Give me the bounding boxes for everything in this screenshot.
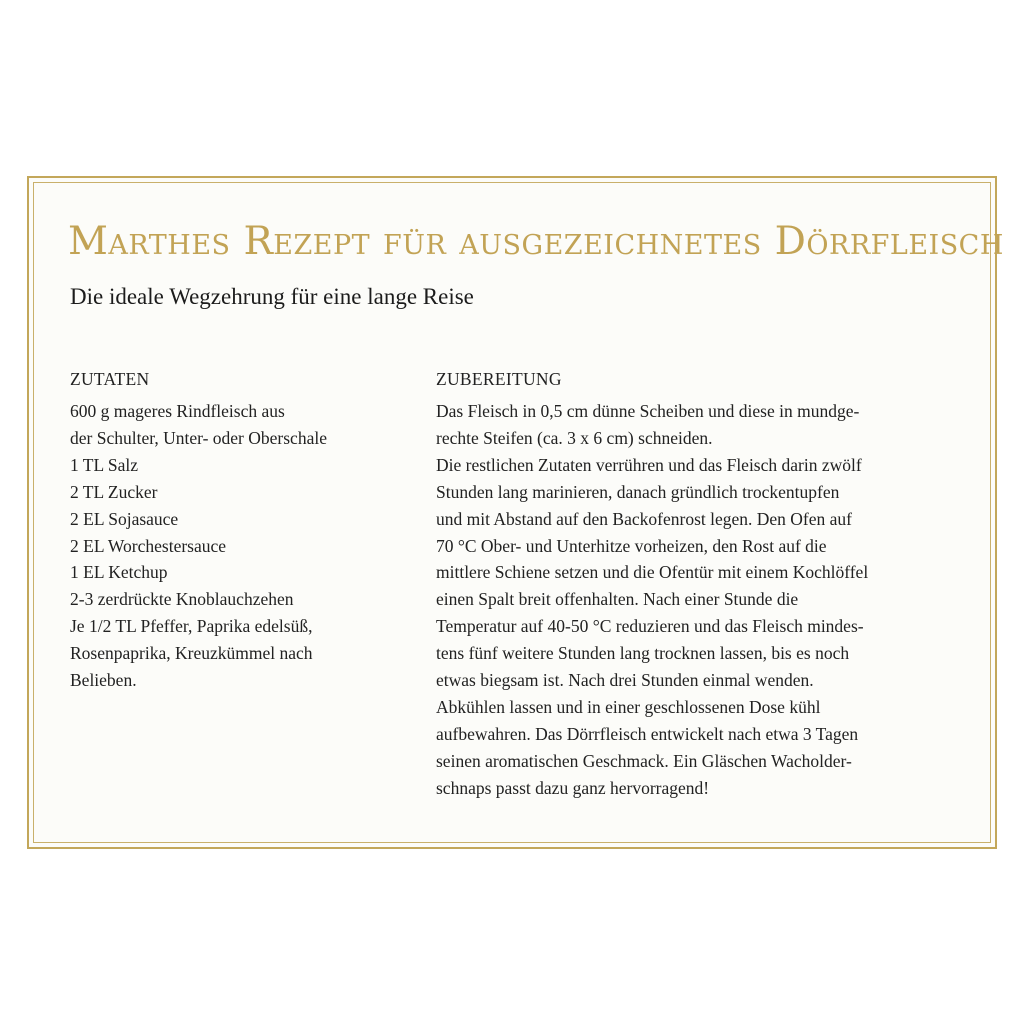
ingredient-line: 1 TL Salz <box>70 454 139 475</box>
preparation-heading: ZUBEREITUNG <box>436 369 562 389</box>
preparation-line: Abkühlen lassen und in einer geschlossenen Dose kühl <box>436 696 821 717</box>
recipe-title: Marthes Rezept für ausgezeichnetes Dörrfleisch <box>68 219 1004 264</box>
preparation-line: mittlere Schiene setzen und die Ofentür mit einem Kochlöffel <box>436 562 869 583</box>
preparation-line: rechte Steifen (ca. 3 x 6 cm) schneiden. <box>436 427 713 448</box>
ingredient-line: 1 EL Ketchup <box>70 562 168 583</box>
preparation-line: Das Fleisch in 0,5 cm dünne Scheiben und diese in mundge- <box>436 401 860 421</box>
ingredient-line: 2 EL Sojasauce <box>70 508 179 529</box>
preparation-line: und mit Abstand auf den Backofenrost legen. Den Ofen auf <box>436 508 852 529</box>
ingredients-heading: ZUTATEN <box>70 369 150 389</box>
preparation-line: einen Spalt breit offenhalten. Nach einer Stunde die <box>436 589 799 610</box>
preparation-line: schnaps passt dazu ganz hervorragend! <box>436 777 710 798</box>
ingredient-line: 2 EL Worchestersauce <box>70 535 227 556</box>
preparation-line: Temperatur auf 40-50 °C reduzieren und das Fleisch mindes- <box>436 616 864 637</box>
preparation-line: 70 °C Ober- und Unterhitze vorheizen, den Rost auf die <box>436 535 827 556</box>
ingredient-line: Rosenpaprika, Kreuzkümmel nach <box>70 643 313 664</box>
preparation-line: Stunden lang marinieren, danach gründlich trockentupfen <box>436 481 840 502</box>
preparation-line: tens fünf weitere Stunden lang trocknen lassen, bis es noch <box>436 643 850 664</box>
ingredient-line: der Schulter, Unter- oder Oberschale <box>70 427 327 448</box>
ingredient-line: Je 1/2 TL Pfeffer, Paprika edelsüß, <box>70 616 313 637</box>
ingredient-line: 2 TL Zucker <box>70 481 158 502</box>
preparation-line: aufbewahren. Das Dörrfleisch entwickelt nach etwa 3 Tagen <box>436 723 859 744</box>
ingredients-list <box>70 398 410 694</box>
ingredient-line: Belieben. <box>70 670 137 691</box>
preparation-line: seinen aromatischen Geschmack. Ein Gläschen Wacholder- <box>436 750 852 771</box>
preparation-text <box>436 398 966 802</box>
ingredient-line: 600 g mageres Rindfleisch aus <box>70 401 285 421</box>
recipe-subtitle: Die ideale Wegzehrung für eine lange Reise <box>70 284 474 309</box>
ingredient-line: 2-3 zerdrückte Knoblauchzehen <box>70 589 294 610</box>
preparation-line: Die restlichen Zutaten verrühren und das Fleisch darin zwölf <box>436 454 862 475</box>
preparation-line: etwas biegsam ist. Nach drei Stunden einmal wenden. <box>436 670 814 691</box>
